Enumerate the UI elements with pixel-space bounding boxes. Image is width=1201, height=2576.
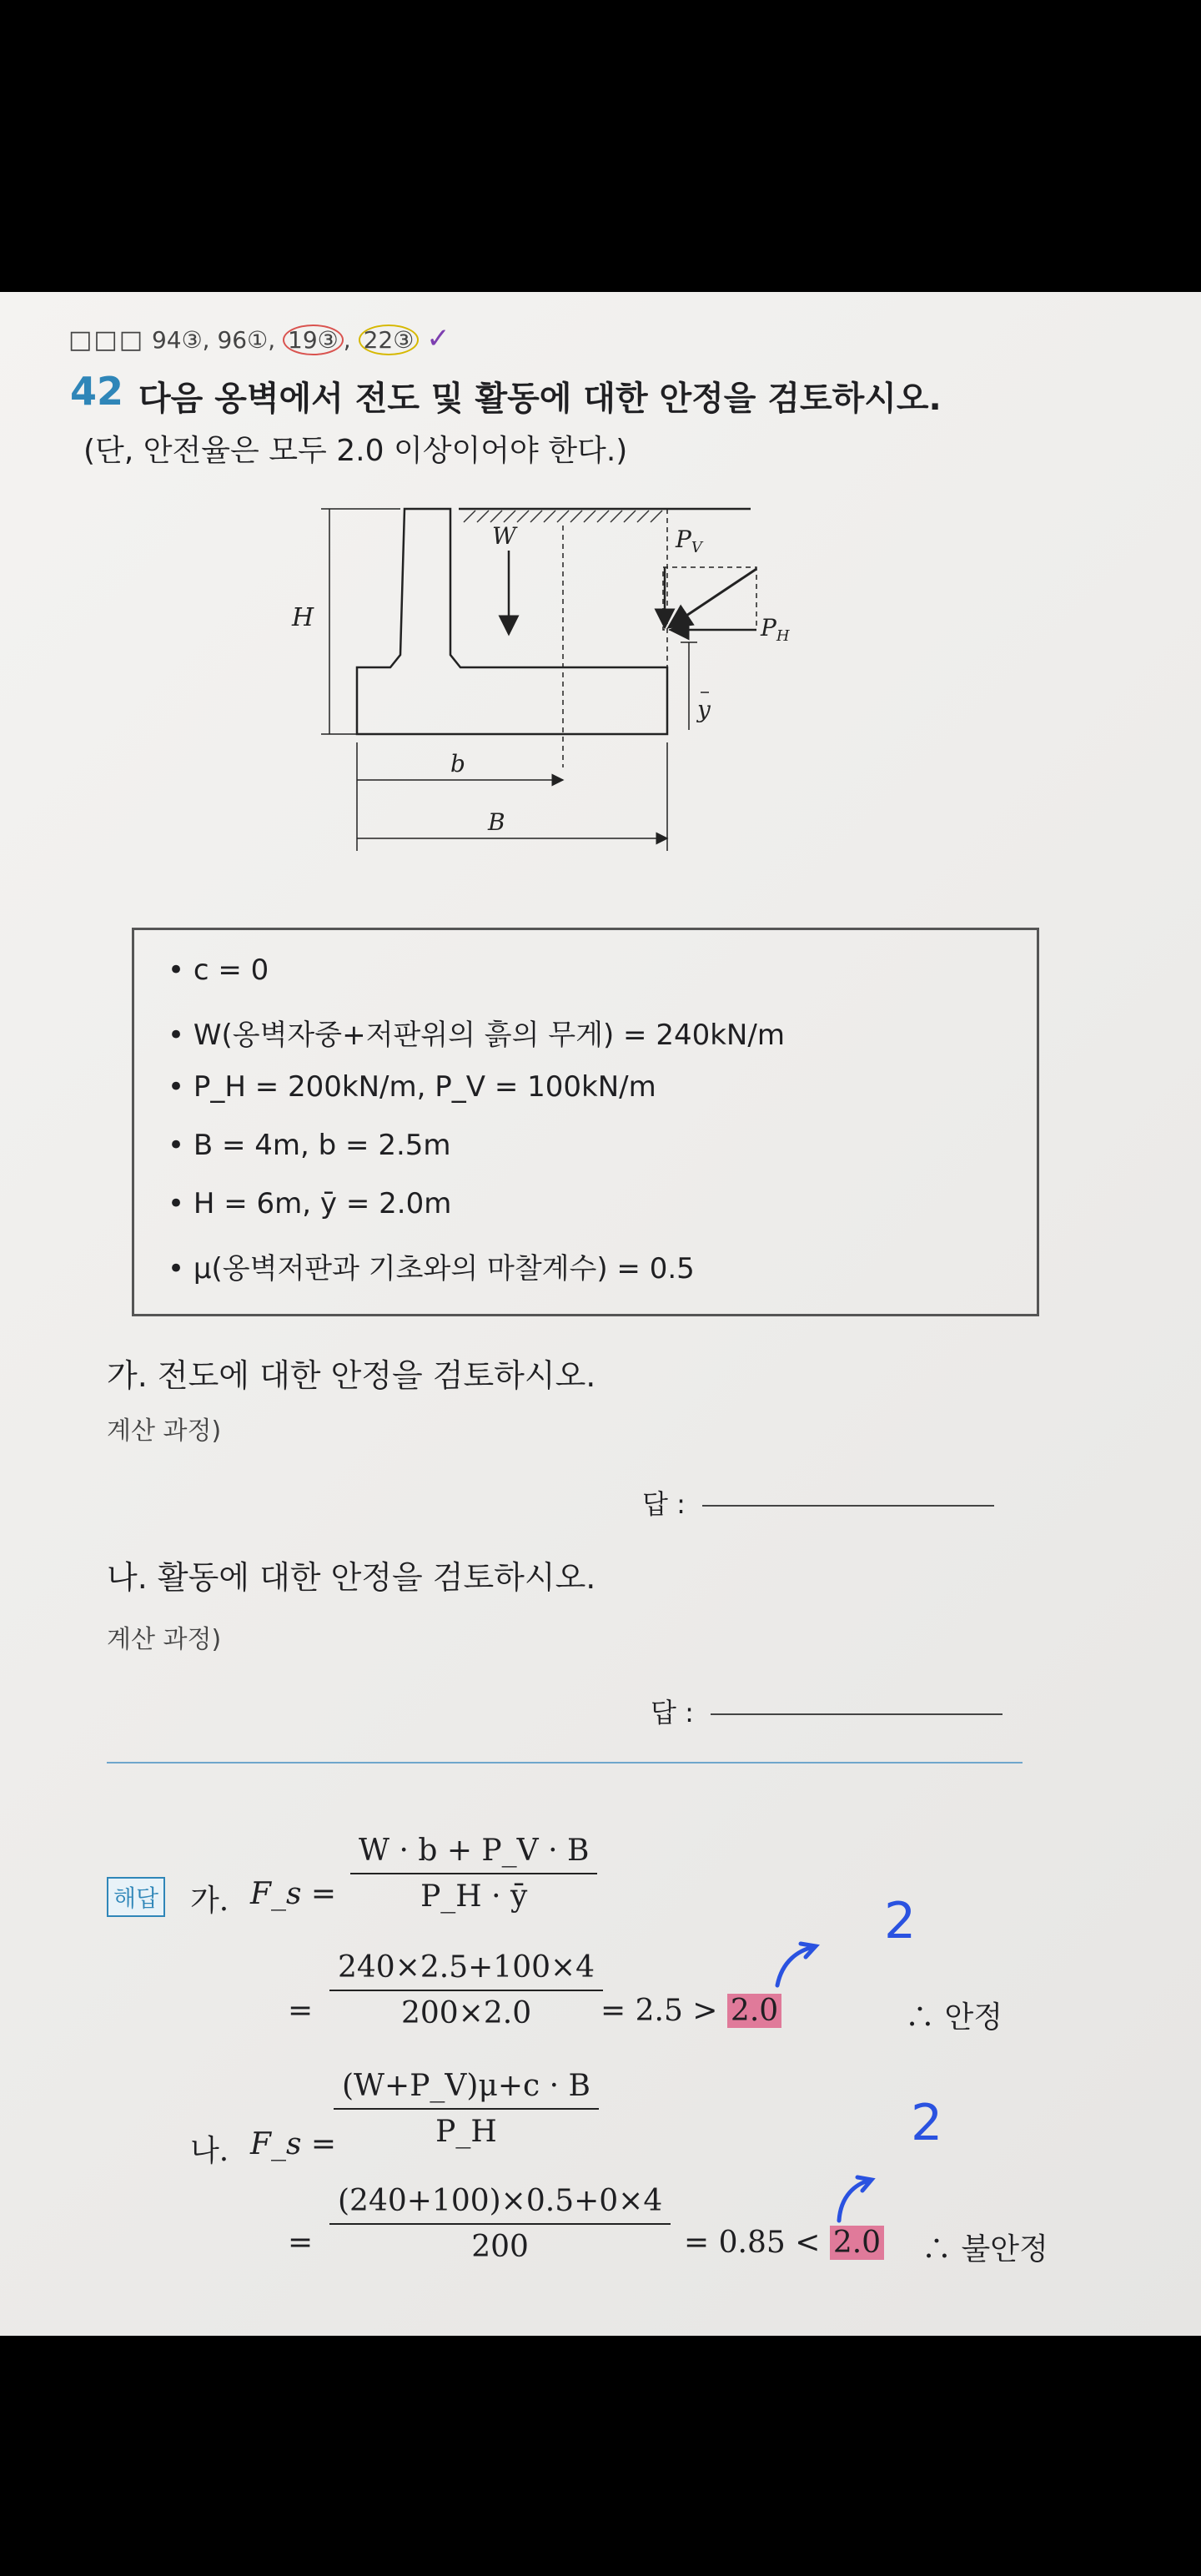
label-b: b — [450, 750, 465, 777]
label-y-bar: y — [697, 696, 711, 723]
solution-b-sub-num: (240+100)×0.5+0×4 — [329, 2184, 671, 2225]
part-a-title: 가. 전도에 대한 안정을 검토하시오. — [107, 1357, 596, 1394]
part-a-answer — [642, 1483, 994, 1522]
solution-b-substitution — [329, 2184, 671, 2264]
solution-a-sub-den: 200×2.0 — [400, 1996, 532, 2030]
solution-b-eq: = — [288, 2226, 314, 2260]
given-H-y: • H = 6m, ȳ = 2.0m — [168, 1187, 452, 1220]
solution-a-formula-den: P_H · ȳ — [420, 1879, 528, 1914]
solution-a-result — [600, 1994, 781, 2028]
solution-b-formula-den: P_H — [435, 2115, 497, 2149]
solution-b-formula — [334, 2069, 599, 2149]
label-PH: $P_H$ — [761, 614, 790, 645]
solution-a-lhs: F_s = — [250, 1877, 337, 1911]
part-b-answer-blank[interactable] — [711, 1713, 1003, 1715]
exam-history — [68, 322, 450, 355]
solution-a-formula — [350, 1834, 597, 1914]
label-W: W — [492, 522, 516, 550]
given-mu: • μ(옹벽저판과 기초와의 마찰계수) = 0.5 — [168, 1252, 695, 1285]
label-B: B — [488, 808, 505, 836]
solution-b-formula-num: (W+P_V)μ+c · B — [334, 2069, 599, 2110]
history-circled-yellow: 22③ — [359, 325, 420, 355]
solution-a-result-text: = 2.5 > — [600, 1994, 718, 2028]
part-b-answer-label: 답 : — [651, 1697, 694, 1728]
solution-a-sub-num: 240×2.5+100×4 — [329, 1950, 603, 1991]
solution-b-sub-den: 200 — [471, 2230, 529, 2264]
solution-a-label: 가. — [190, 1884, 229, 1918]
solution-b-threshold-highlight: 2.0 — [830, 2226, 884, 2260]
part-b-answer — [651, 1692, 1003, 1730]
checkbox-squares: □□□ — [68, 325, 145, 355]
part-a-answer-blank[interactable] — [702, 1505, 994, 1507]
label-H: H — [292, 603, 314, 632]
solution-b-conclusion: ∴ 불안정 — [922, 2232, 1048, 2267]
part-b-calc-label: 계산 과정) — [107, 1625, 222, 1654]
question-text: 다음 옹벽에서 전도 및 활동에 대한 안정을 검토하시오. — [138, 380, 942, 418]
part-a-calc-label: 계산 과정) — [107, 1416, 222, 1446]
history-separator: , — [343, 326, 359, 354]
retaining-wall-diagram — [284, 492, 851, 893]
given-W: • W(옹벽자중+저판위의 흙의 무게) = 240kN/m — [168, 1019, 785, 1052]
solution-b-result — [684, 2226, 884, 2260]
question-note: (단, 안전율은 모두 2.0 이상이어야 한다.) — [83, 434, 628, 468]
given-conditions-box — [132, 928, 1039, 1316]
history-circled-red: 19③ — [283, 325, 344, 355]
question-number: 42 — [70, 369, 124, 414]
given-c: • c = 0 — [168, 953, 269, 987]
given-P: • P_H = 200kN/m, P_V = 100kN/m — [168, 1070, 656, 1104]
solution-b-result-text: = 0.85 < — [684, 2226, 821, 2260]
solution-a-formula-num: W · b + P_V · B — [350, 1834, 597, 1874]
given-B-b: • B = 4m, b = 2.5m — [168, 1129, 451, 1162]
handwritten-arrow-b-icon — [826, 2152, 917, 2227]
handwritten-arrow-a-icon — [767, 1919, 876, 1994]
section-divider — [107, 1762, 1023, 1763]
solution-a-conclusion: ∴ 안정 — [905, 2000, 1003, 2035]
solution-a-threshold-highlight: 2.0 — [727, 1994, 781, 2028]
part-b-title: 나. 활동에 대한 안정을 검토하시오. — [107, 1559, 596, 1596]
history-years: 94③, 96①, — [151, 326, 284, 354]
solution-tag: 해답 — [107, 1877, 165, 1917]
part-a-answer-label: 답 : — [642, 1488, 686, 1520]
check-mark-icon: ✓ — [426, 322, 450, 355]
handwritten-note-a: 2 — [884, 1892, 917, 1950]
solution-a-substitution — [329, 1950, 603, 2030]
solution-b-label: 나. — [190, 2134, 229, 2168]
solution-b-lhs: F_s = — [250, 2127, 337, 2161]
textbook-page — [0, 292, 1201, 2336]
label-PV: $P_V$ — [676, 526, 702, 556]
solution-a-eq: = — [288, 1994, 314, 2028]
handwritten-note-b: 2 — [911, 2094, 943, 2152]
